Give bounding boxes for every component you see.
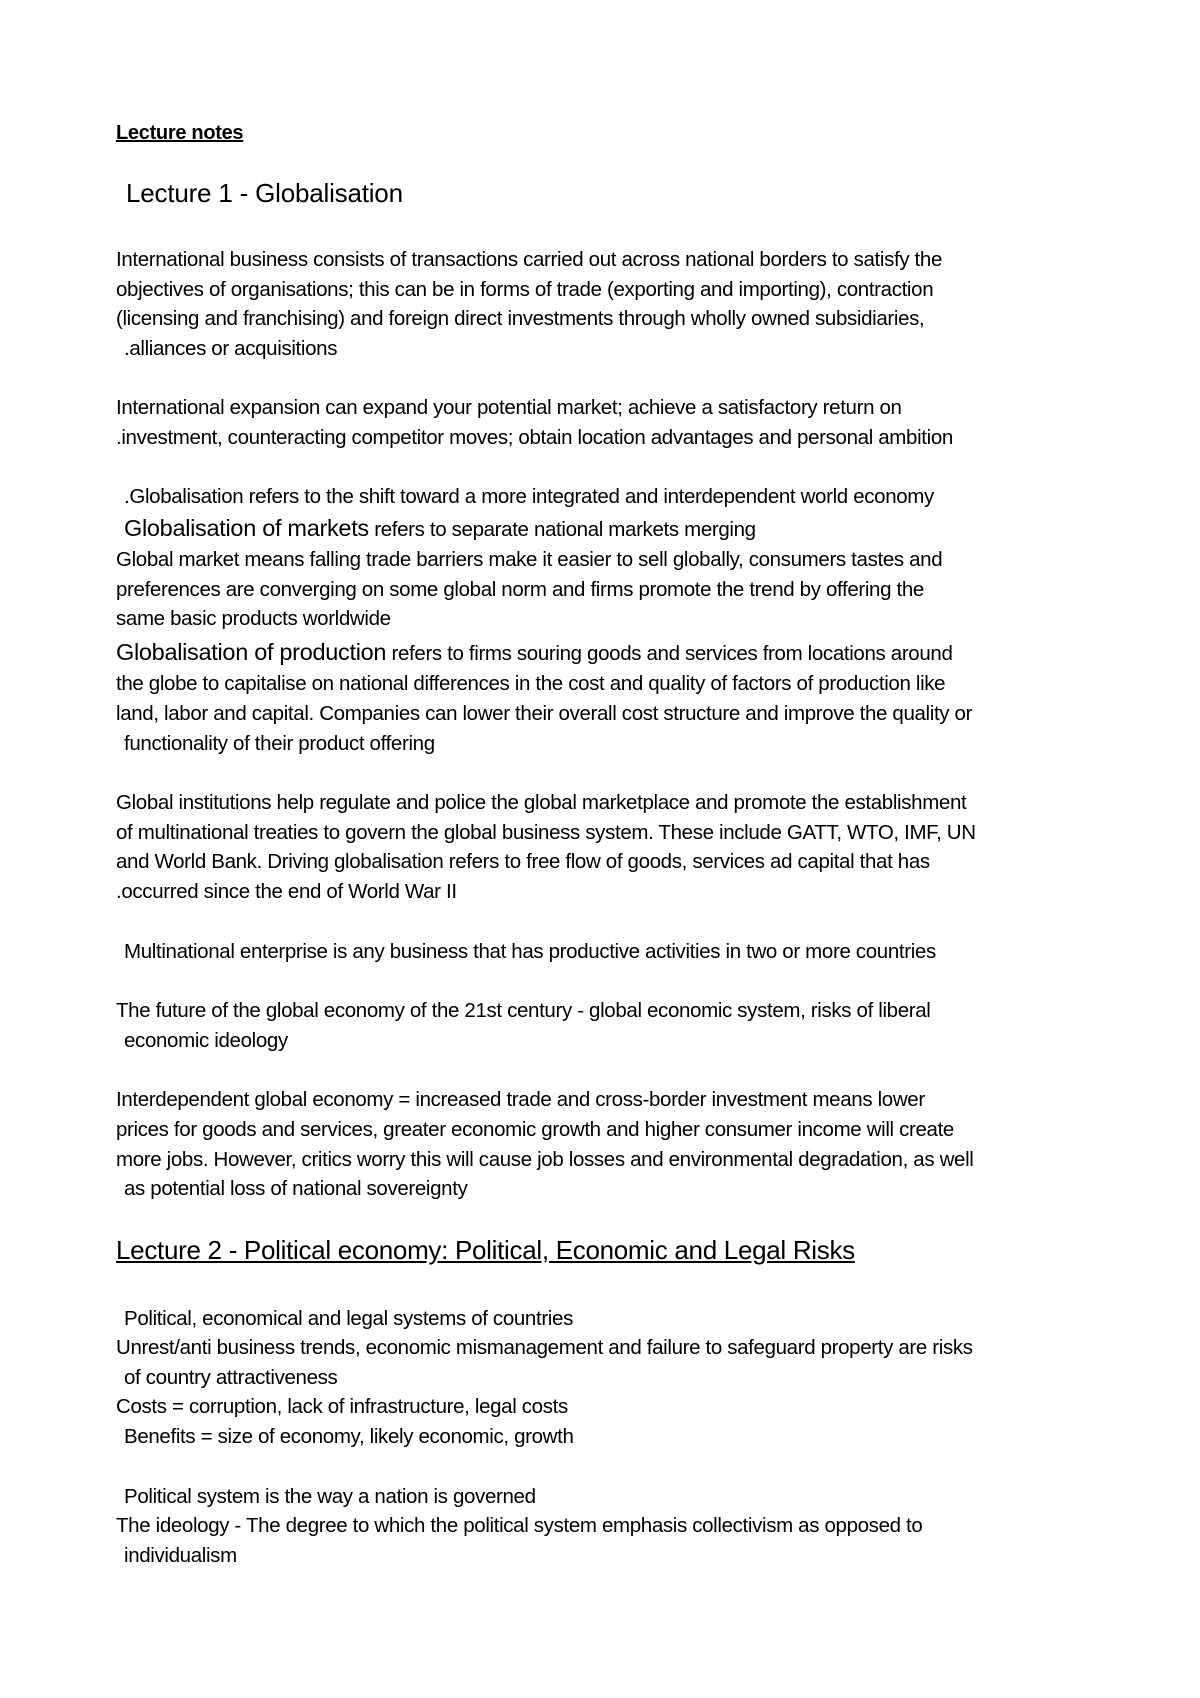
lecture-1-paragraph-2-line-1: International expansion can expand your potential market; achieve a satisfactory return on bbox=[116, 396, 902, 419]
lecture-2-paragraph-1-line-1: Political, economical and legal systems of countries bbox=[124, 1307, 573, 1330]
lecture-1-paragraph-2-line-2: .investment, counteracting competitor moves; obtain location advantages and personal ambition bbox=[116, 426, 953, 449]
lecture-1-paragraph-8-line-4: as potential loss of national sovereignty bbox=[124, 1177, 468, 1200]
lecture-1-paragraph-8-line-1: Interdependent global economy = increased trade and cross-border investment means lower bbox=[116, 1088, 925, 1111]
markets-detail-line-3: same basic products worldwide bbox=[116, 607, 391, 630]
lecture-1-paragraph-8-line-2: prices for goods and services, greater economic growth and higher consumer income will create bbox=[116, 1118, 954, 1141]
lecture-2-paragraph-1-line-5: Benefits = size of economy, likely economic, growth bbox=[124, 1425, 574, 1448]
lecture-1-paragraph-7-line-2: economic ideology bbox=[124, 1029, 288, 1052]
lecture-1-paragraph-1-line-4: .alliances or acquisitions bbox=[124, 337, 338, 360]
lecture-1-paragraph-5-line-4: .occurred since the end of World War II bbox=[116, 880, 457, 903]
lecture-1-paragraph-1-line-3: (licensing and franchising) and foreign direct investments through wholly owned subsidiaries, bbox=[116, 307, 925, 330]
production-detail-line-2: land, labor and capital. Companies can lower their overall cost structure and improve the quality or bbox=[116, 702, 973, 725]
lecture-2-paragraph-1-line-3: of country attractiveness bbox=[124, 1366, 338, 1389]
globalisation-of-markets-definition: refers to separate national markets merging bbox=[368, 518, 756, 541]
globalisation-definition: .Globalisation refers to the shift toward a more integrated and interdependent world economy bbox=[124, 485, 934, 508]
lecture-1-paragraph-5-line-2: of multinational treaties to govern the global business system. These include GATT, WTO, IMF, UN bbox=[116, 821, 976, 844]
globalisation-of-production-definition: refers to firms souring goods and services from locations around bbox=[386, 642, 953, 665]
lecture-2-paragraph-2-line-2: The ideology - The degree to which the political system emphasis collectivism as opposed to bbox=[116, 1514, 923, 1537]
lecture-1-paragraph-8-line-3: more jobs. However, critics worry this will cause job losses and environmental degradation, as well bbox=[116, 1148, 974, 1171]
lecture-1-paragraph-1-line-1: International business consists of transactions carried out across national borders to satisfy the bbox=[116, 248, 943, 271]
production-detail-line-1: the globe to capitalise on national differences in the cost and quality of factors of production like bbox=[116, 672, 946, 695]
lecture-2-heading: Lecture 2 - Political economy: Political, Economic and Legal Risks bbox=[116, 1235, 855, 1265]
markets-detail-line-1: Global market means falling trade barriers make it easier to sell globally, consumers tastes and bbox=[116, 548, 943, 571]
document-title: Lecture notes bbox=[116, 122, 244, 144]
lecture-2-paragraph-1-line-2: Unrest/anti business trends, economic mismanagement and failure to safeguard property are risks bbox=[116, 1336, 973, 1359]
lecture-1-paragraph-5-line-1: Global institutions help regulate and police the global marketplace and promote the establishment bbox=[116, 791, 967, 814]
globalisation-of-production-term: Globalisation of production bbox=[116, 639, 387, 665]
lecture-1-paragraph-7-line-1: The future of the global economy of the 21st century - global economic system, risks of liberal bbox=[116, 999, 931, 1022]
production-detail-line-3: functionality of their product offering bbox=[124, 732, 435, 755]
globalisation-of-markets-term: Globalisation of markets bbox=[124, 515, 369, 541]
lecture-2-paragraph-1-line-4: Costs = corruption, lack of infrastructure, legal costs bbox=[116, 1395, 568, 1418]
lecture-1-paragraph-5-line-3: and World Bank. Driving globalisation refers to free flow of goods, services ad capital that has bbox=[116, 850, 930, 873]
globalisation-of-markets-line bbox=[124, 513, 756, 545]
lecture-2-paragraph-2-line-1: Political system is the way a nation is governed bbox=[124, 1485, 536, 1508]
lecture-1-paragraph-1-line-2: objectives of organisations; this can be in forms of trade (exporting and importing), contraction bbox=[116, 278, 934, 301]
lecture-2-paragraph-2-line-3: individualism bbox=[124, 1544, 237, 1567]
multinational-enterprise-definition: Multinational enterprise is any business that has productive activities in two or more countries bbox=[124, 940, 936, 963]
globalisation-of-production-line bbox=[116, 637, 953, 669]
lecture-1-heading: Lecture 1 - Globalisation bbox=[126, 178, 403, 208]
markets-detail-line-2: preferences are converging on some global norm and firms promote the trend by offering the bbox=[116, 578, 924, 601]
